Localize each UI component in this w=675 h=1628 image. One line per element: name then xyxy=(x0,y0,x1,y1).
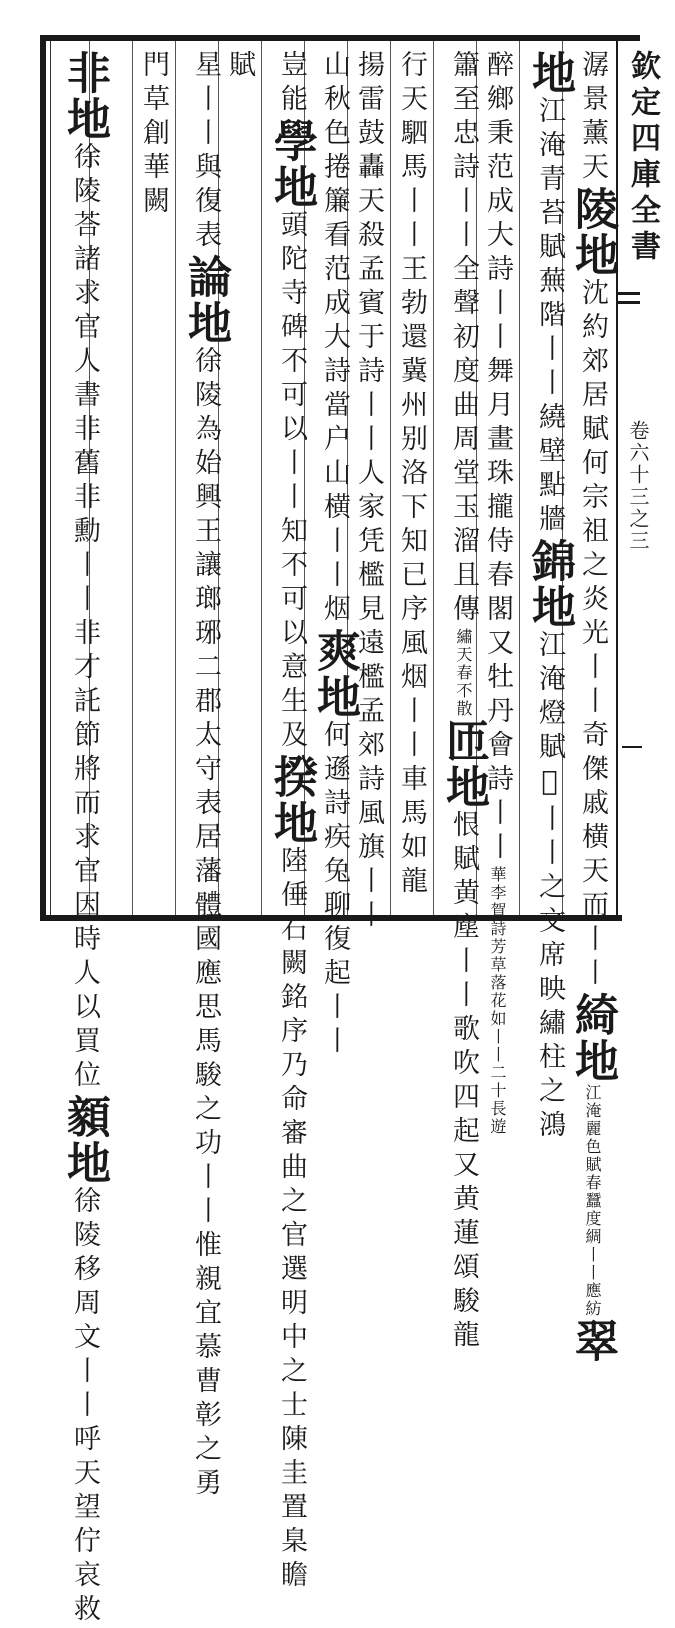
text-column xyxy=(266,50,317,1594)
column-divider xyxy=(519,41,520,915)
text-column xyxy=(567,50,618,1364)
text-column xyxy=(226,50,253,910)
body-text: 檻孟郊詩風旗丨丨 xyxy=(353,662,384,934)
body-text: 醉鄉秉范成大詩丨丨舞月畫珠攏侍 xyxy=(482,50,513,560)
text-column xyxy=(353,50,384,934)
frame-right-border xyxy=(616,35,618,921)
body-text: 江淹麗色賦春蠶度綢丨丨應紡 xyxy=(583,1084,602,1318)
body-text: 簫至忠詩丨丨全聲初度曲周堂玉溜且傳 xyxy=(448,50,479,628)
body-text: 行天駟馬丨丨王勃還冀州别洛下知已序風烟丨丨車馬如龍 xyxy=(396,50,427,900)
column-divider xyxy=(132,41,133,915)
body-text: 徐陵移周文丨丨呼天望佇哀救 xyxy=(69,1186,100,1628)
text-column xyxy=(438,50,489,1354)
headword: 論地 xyxy=(180,254,231,346)
volume-label: 卷六十三之三 xyxy=(626,420,650,552)
headword: 非地 xyxy=(59,50,110,142)
body-text: 潺景薰天 xyxy=(577,50,608,186)
body-text: 徐陵為始興王讓瑯琊二郡太守表居藩體國應思馬駿之功丨丨惟親宜慕曹彰之勇 xyxy=(190,346,221,1502)
headword: 翠 xyxy=(567,1318,618,1364)
text-column xyxy=(398,50,425,910)
headword: 陵地 xyxy=(567,186,618,278)
headword: 地 xyxy=(524,50,575,96)
headword: 學地 xyxy=(266,118,317,210)
body-text: 陸倕石闕銘序乃命審曲之官選明中之士陳圭置臬瞻 xyxy=(276,846,307,1594)
body-text: 山秋色捲簾看范成大詩當户山横丨丨烟 xyxy=(319,50,350,628)
body-text: 江淹燈賦𤋲丨丨之文席映繡柱之鴻 xyxy=(534,630,565,1144)
body-text: 門草創華闕 xyxy=(138,50,169,220)
body-text: 星丨丨與復表 xyxy=(190,50,221,254)
body-text: 繡天春不散 xyxy=(454,628,473,718)
body-text: 揚雷鼓轟天殺孟賓于詩丨丨人家凭檻見遠 xyxy=(353,50,384,662)
headword: 揆地 xyxy=(266,754,317,846)
column-divider xyxy=(433,41,434,915)
body-text: 江淹青苔賦蕪階丨丨繞壁點牆 xyxy=(534,96,565,538)
headword: 顡地 xyxy=(59,1094,110,1186)
text-column xyxy=(309,50,360,1060)
column-divider xyxy=(261,41,262,915)
text-column xyxy=(59,50,110,1628)
body-text: 徐陵荅諸求官人書非舊非勳丨丨非才託節將而求官因時人以買位 xyxy=(69,142,100,1094)
book-title: 欽定四庫全書 xyxy=(625,50,660,266)
fish-tail-mark xyxy=(618,292,640,304)
frame-left-border xyxy=(40,35,46,921)
frame-inner-rule xyxy=(50,41,51,915)
body-text: 賦 xyxy=(224,50,255,84)
headword: 錦地 xyxy=(524,538,575,630)
headword: 匝地 xyxy=(438,718,489,810)
body-text: 何遜詩疾兔聊復起丨丨 xyxy=(319,720,350,1060)
text-column xyxy=(524,50,575,1144)
column-divider xyxy=(175,41,176,915)
text-column xyxy=(140,50,167,910)
body-text: 豈能 xyxy=(276,50,307,118)
frame-top-border xyxy=(40,35,640,41)
headword: 爽地 xyxy=(309,628,360,720)
text-column xyxy=(180,50,231,1502)
column-divider xyxy=(390,41,391,915)
body-text: 沈約郊居賦何宗祖之炎光丨丨奇傑戚横天而丨丨 xyxy=(577,278,608,992)
margin-dash xyxy=(622,746,642,748)
body-text: 春閣又牡丹會詩丨丨 xyxy=(482,560,513,866)
headword: 綺地 xyxy=(567,992,618,1084)
body-text: 華李賀詩芳草落花如丨丨二十長遊 xyxy=(488,866,507,1136)
body-text: 恨賦黄塵丨丨歌吹四起又黄蓮頌駿龍 xyxy=(448,810,479,1354)
body-text: 頭陀寺碑不可以丨丨知不可以意生及 xyxy=(276,210,307,754)
